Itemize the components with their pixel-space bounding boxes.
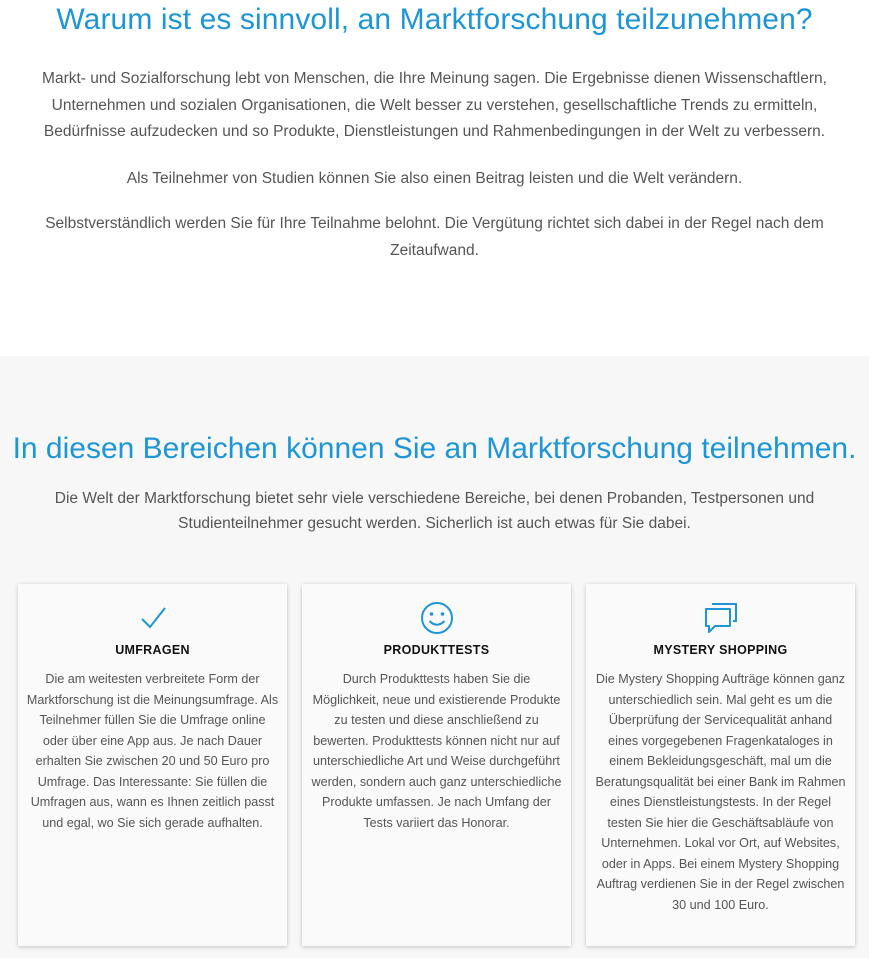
card-text: Durch Produkttests haben Sie die Möglichkeit, neue und existierende Produkte zu testen und diese anschließend zu bewerten. Produkttests können nicht nur auf unterschiedliche Art und Weise durchgeführt werden, sondern auch ganz unterschiedliche Produkte umfassen. Je nach Umfang der Tests variiert das Honorar. — [311, 672, 562, 830]
smiley-icon — [417, 598, 457, 638]
why-paragraph-3: Selbstverständlich werden Sie für Ihre Teilnahme belohnt. Die Vergütung richtet sich dabei in der Regel nach dem Zeitaufwand. — [45, 215, 824, 259]
why-paragraph-1: Markt- und Sozialforschung lebt von Menschen, die Ihre Meinung sagen. Die Ergebnisse dienen Wissenschaftlern, Unternehmen und sozialen Organisationen, die Welt besser zu verstehen, gesellschaftliche Trends zu ermitteln, Bedürfnisse aufzudecken und so Produkte, Dienstleistungen und Rahmenbedingungen in der Welt zu verbessern. — [42, 70, 827, 140]
card-title: MYSTERY SHOPPING — [653, 643, 788, 657]
areas-lead: Die Welt der Marktforschung bietet sehr viele verschiedene Bereiche, bei denen Probanden, Testpersonen und Studienteilnehmer gesucht werden. Sicherlich ist auch etwas für Sie dabei. — [54, 490, 815, 532]
areas-section — [0, 356, 869, 958]
card-mystery-shopping — [586, 584, 855, 946]
why-section — [0, 0, 869, 356]
checkmark-icon — [133, 598, 173, 638]
card-umfragen — [18, 584, 287, 946]
why-title: Warum ist es sinnvoll, an Marktforschung teilzunehmen? — [56, 3, 813, 36]
chat-bubbles-icon — [701, 598, 741, 638]
card-text: Die Mystery Shopping Aufträge können ganz unterschiedlich sein. Mal geht es um die Überprüfung der Servicequalität anhand eines vorgegebenen Fragenkataloges in einem Bekleidungsgeschäft, mal um die Beratungsqualität bei einer Bank im Rahmen eines Dienstleistungstests. In der Regel testen Sie hier die Geschäftsabläufe von Unternehmen. Lokal vor Ort, auf Websites, oder in Apps. Bei einem Mystery Shopping Auftrag verdienen Sie in der Regel zwischen 30 und 100 Euro. — [595, 672, 846, 912]
card-produkttests — [302, 584, 571, 946]
card-text: Die am weitesten verbreitete Form der Marktforschung ist die Meinungsumfrage. Als Teilnehmer füllen Sie die Umfrage online oder über eine App aus. Je nach Dauer erhalten Sie zwischen 20 und 50 Euro pro Umfrage. Das Interessante: Sie füllen die Umfragen aus, wann es Ihnen zeitlich passt und egal, wo Sie sich gerade aufhalten. — [26, 672, 279, 830]
card-title: PRODUKTTESTS — [383, 643, 490, 657]
areas-title: In diesen Bereichen können Sie an Marktforschung teilnehmen. — [12, 432, 857, 465]
card-title: UMFRAGEN — [115, 643, 190, 657]
why-paragraph-2: Als Teilnehmer von Studien können Sie also einen Beitrag leisten und die Welt verändern. — [126, 170, 743, 187]
